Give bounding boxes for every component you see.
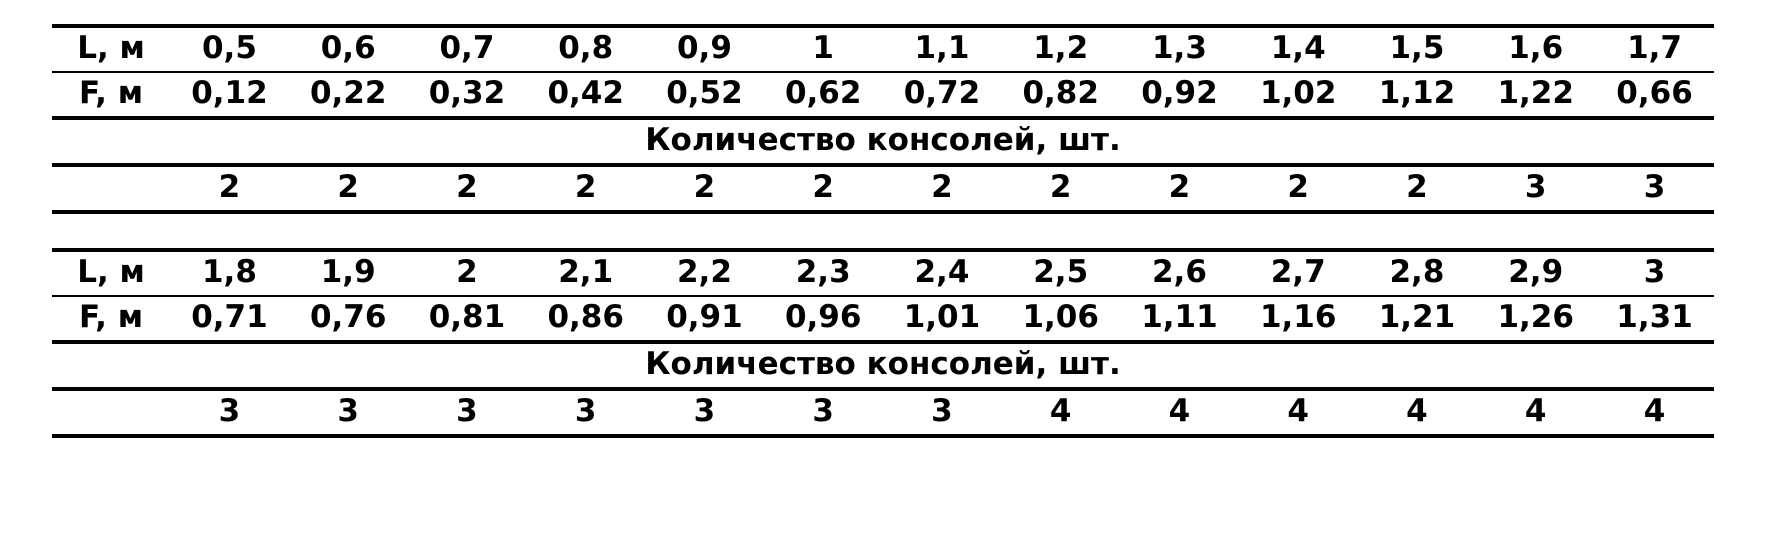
cell-length: 1,4 bbox=[1239, 26, 1358, 72]
cell-length: 2,2 bbox=[645, 250, 764, 296]
cell-consoles: 4 bbox=[1120, 389, 1239, 436]
cell-consoles: 2 bbox=[1358, 165, 1477, 212]
cell-length: 2,6 bbox=[1120, 250, 1239, 296]
cell-length: 1,5 bbox=[1358, 26, 1477, 72]
cell-force: 0,62 bbox=[764, 72, 883, 118]
table-row-consoles-1 bbox=[52, 165, 1714, 212]
cell-force: 0,81 bbox=[408, 296, 527, 342]
cell-consoles: 2 bbox=[170, 165, 289, 212]
cell-length: 0,8 bbox=[526, 26, 645, 72]
table-row-force-1 bbox=[52, 72, 1714, 118]
data-table-block-1 bbox=[52, 24, 1714, 214]
cell-force: 0,22 bbox=[289, 72, 408, 118]
cell-force: 0,91 bbox=[645, 296, 764, 342]
row-label-consoles bbox=[52, 389, 170, 436]
cell-force: 1,22 bbox=[1476, 72, 1595, 118]
cell-length: 0,9 bbox=[645, 26, 764, 72]
section-title: Количество консолей, шт. bbox=[52, 118, 1714, 165]
cell-consoles: 4 bbox=[1476, 389, 1595, 436]
cell-consoles: 2 bbox=[408, 165, 527, 212]
table-row-force-2 bbox=[52, 296, 1714, 342]
table-row-section-title-1 bbox=[52, 118, 1714, 165]
cell-length: 1,2 bbox=[1001, 26, 1120, 72]
cell-consoles: 3 bbox=[526, 389, 645, 436]
cell-consoles: 4 bbox=[1595, 389, 1714, 436]
cell-force: 0,76 bbox=[289, 296, 408, 342]
cell-force: 0,42 bbox=[526, 72, 645, 118]
cell-consoles: 2 bbox=[1120, 165, 1239, 212]
row-label-force: F, м bbox=[52, 72, 170, 118]
table-row-length-1 bbox=[52, 26, 1714, 72]
cell-force: 0,71 bbox=[170, 296, 289, 342]
cell-force: 1,02 bbox=[1239, 72, 1358, 118]
cell-consoles: 2 bbox=[883, 165, 1002, 212]
cell-length: 2,1 bbox=[526, 250, 645, 296]
cell-length: 2,5 bbox=[1001, 250, 1120, 296]
cell-consoles: 4 bbox=[1239, 389, 1358, 436]
cell-consoles: 3 bbox=[408, 389, 527, 436]
cell-consoles: 2 bbox=[526, 165, 645, 212]
data-table-block-2 bbox=[52, 248, 1714, 438]
row-label-length: L, м bbox=[52, 250, 170, 296]
row-label-force: F, м bbox=[52, 296, 170, 342]
cell-consoles: 3 bbox=[1595, 165, 1714, 212]
cell-consoles: 3 bbox=[289, 389, 408, 436]
cell-force: 1,16 bbox=[1239, 296, 1358, 342]
cell-consoles: 2 bbox=[1001, 165, 1120, 212]
cell-force: 0,66 bbox=[1595, 72, 1714, 118]
cell-length: 1,1 bbox=[883, 26, 1002, 72]
cell-consoles: 3 bbox=[170, 389, 289, 436]
cell-force: 0,86 bbox=[526, 296, 645, 342]
cell-consoles: 2 bbox=[645, 165, 764, 212]
cell-consoles: 3 bbox=[883, 389, 1002, 436]
block-separator bbox=[52, 214, 1714, 248]
cell-force: 0,82 bbox=[1001, 72, 1120, 118]
cell-consoles: 3 bbox=[1476, 165, 1595, 212]
cell-force: 0,12 bbox=[170, 72, 289, 118]
cell-force: 1,26 bbox=[1476, 296, 1595, 342]
cell-length: 2,8 bbox=[1358, 250, 1477, 296]
cell-consoles: 2 bbox=[289, 165, 408, 212]
cell-length: 2,4 bbox=[883, 250, 1002, 296]
cell-force: 1,21 bbox=[1358, 296, 1477, 342]
cell-force: 1,01 bbox=[883, 296, 1002, 342]
cell-consoles: 3 bbox=[645, 389, 764, 436]
cell-length: 0,7 bbox=[408, 26, 527, 72]
cell-length: 2,9 bbox=[1476, 250, 1595, 296]
cell-force: 1,11 bbox=[1120, 296, 1239, 342]
cell-force: 1,31 bbox=[1595, 296, 1714, 342]
cell-consoles: 4 bbox=[1001, 389, 1120, 436]
cell-length: 3 bbox=[1595, 250, 1714, 296]
cell-consoles: 3 bbox=[764, 389, 883, 436]
cell-consoles: 4 bbox=[1358, 389, 1477, 436]
section-title: Количество консолей, шт. bbox=[52, 342, 1714, 389]
cell-length: 1,8 bbox=[170, 250, 289, 296]
cell-force: 1,12 bbox=[1358, 72, 1477, 118]
cell-force: 0,96 bbox=[764, 296, 883, 342]
table-row-consoles-2 bbox=[52, 389, 1714, 436]
cell-consoles: 2 bbox=[1239, 165, 1358, 212]
cell-length: 2,3 bbox=[764, 250, 883, 296]
cell-force: 0,52 bbox=[645, 72, 764, 118]
cell-force: 1,06 bbox=[1001, 296, 1120, 342]
cell-length: 1,9 bbox=[289, 250, 408, 296]
cell-force: 0,32 bbox=[408, 72, 527, 118]
row-label-length: L, м bbox=[52, 26, 170, 72]
cell-length: 1 bbox=[764, 26, 883, 72]
cell-length: 1,6 bbox=[1476, 26, 1595, 72]
cell-length: 0,5 bbox=[170, 26, 289, 72]
table-row-length-2 bbox=[52, 250, 1714, 296]
cell-length: 1,3 bbox=[1120, 26, 1239, 72]
cell-length: 1,7 bbox=[1595, 26, 1714, 72]
cell-length: 2,7 bbox=[1239, 250, 1358, 296]
row-label-consoles bbox=[52, 165, 170, 212]
cell-force: 0,92 bbox=[1120, 72, 1239, 118]
cell-force: 0,72 bbox=[883, 72, 1002, 118]
cell-consoles: 2 bbox=[764, 165, 883, 212]
cell-length: 2 bbox=[408, 250, 527, 296]
cell-length: 0,6 bbox=[289, 26, 408, 72]
table-row-section-title-2 bbox=[52, 342, 1714, 389]
